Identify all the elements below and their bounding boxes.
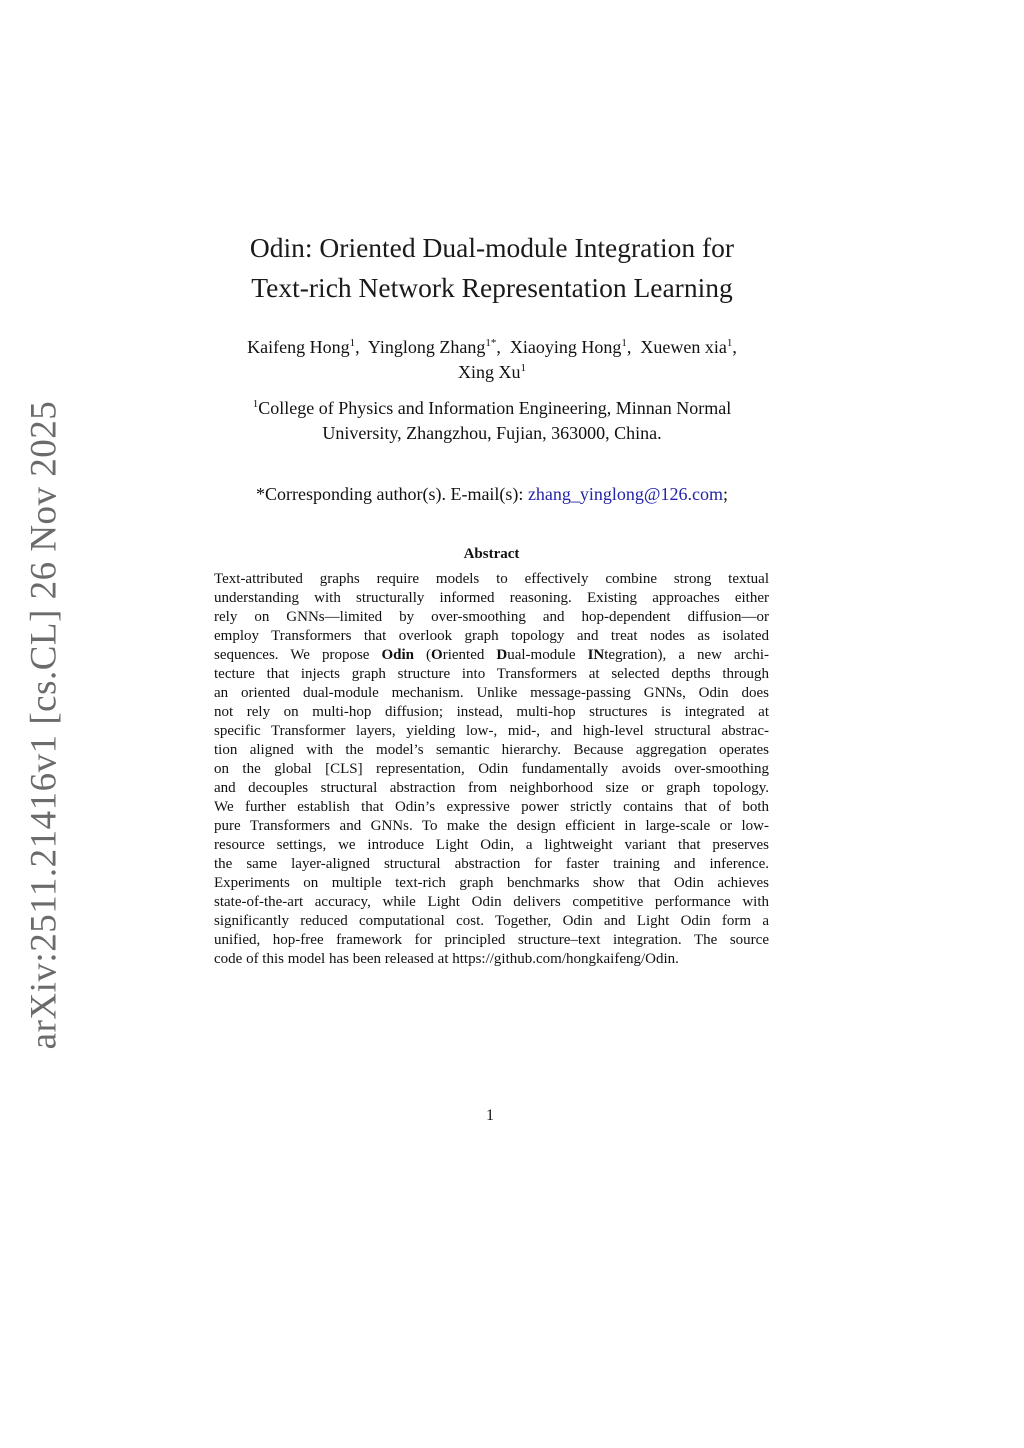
corresponding-suffix: ;: [722, 484, 728, 504]
abstract-body: [214, 570, 769, 969]
author-affiliation-marker: 1: [520, 362, 526, 374]
abstract-line: code of this model has been released at https://github.com/hongkaifeng/Odin.: [214, 951, 679, 967]
abstract-line: on the global [CLS] representation, Odin fundamentally avoids over-smoothing: [214, 761, 769, 777]
abstract-line: state-of-the-art accuracy, while Light Odin delivers competitive performance with: [214, 894, 769, 910]
abstract-line: resource settings, we introduce Light Odin, a lightweight variant that preserves: [214, 837, 769, 853]
author-affiliation-marker: 1: [621, 337, 627, 349]
abstract-line: rely on GNNs—limited by over-smoothing and hop-dependent diffusion—or: [214, 609, 769, 625]
affiliation-marker: 1: [252, 398, 259, 410]
corresponding-author: [150, 482, 834, 507]
abstract-line: We further establish that Odin’s expressive power strictly contains that of both: [214, 799, 769, 815]
abstract-line: the same layer-aligned structural abstraction for faster training and inference.: [214, 856, 769, 872]
affiliation: [150, 396, 834, 446]
page-number: 1: [486, 1107, 494, 1124]
author-line-1: Kaifeng Hong$^1$, Yinglong Zhang$^{1*}$, Xiaoying Hong$^1$, Xuewen xia$^1$,: [247, 337, 737, 357]
abstract-line: an oriented dual-module mechanism. Unlike message-passing GNNs, Odin does: [214, 685, 769, 701]
author-list: [150, 335, 834, 385]
abstract-line: and decouples structural abstraction from neighborhood size or graph topology.: [214, 780, 769, 796]
abstract-line: Text-attributed graphs require models to effectively combine strong textual: [214, 571, 769, 587]
author-affiliation-marker: 1*: [485, 337, 497, 349]
affiliation-line-2: University, Zhangzhou, Fujian, 363000, China.: [322, 423, 662, 443]
arxiv-identifier-stamp: arXiv:2511.21416v1 [cs.CL] 26 Nov 2025: [23, 400, 65, 1050]
title-line-1: Odin: Oriented Dual-module Integration for: [249, 232, 735, 263]
corresponding-label: *Corresponding author(s). E-mail(s):: [255, 484, 528, 504]
abstract-line: tion aligned with the model’s semantic hierarchy. Because aggregation operates: [214, 742, 769, 758]
abstract-line: understanding with structurally informed reasoning. Existing approaches either: [214, 590, 769, 606]
author-name: Yinglong Zhang: [367, 337, 486, 357]
author-line-2: [150, 360, 834, 385]
paper-title: [150, 228, 834, 308]
abstract-heading: Abstract: [463, 546, 520, 562]
author-name: Xiaoying Hong: [509, 337, 622, 357]
abstract-line: Experiments on multiple text-rich graph benchmarks show that Odin achieves: [214, 875, 769, 891]
affiliation-line-1: $^1$College of Physics and Information Engineering, Minnan Normal: [252, 398, 732, 418]
email-link[interactable]: zhang_yinglong@126.com: [527, 484, 723, 504]
abstract-line: unified, hop-free framework for principled structure–text integration. The source: [214, 932, 769, 948]
abstract-line: specific Transformer layers, yielding low-, mid-, and high-level structural abstrac-: [214, 723, 769, 739]
abstract-line: employ Transformers that overlook graph topology and treat nodes as isolated: [214, 628, 769, 644]
author-name: Kaifeng Hong: [247, 337, 350, 357]
author-affiliation-marker: 1: [349, 337, 356, 349]
abstract-line: sequences. We propose Odin (Oriented Dual-module INtegration), a new archi-: [214, 647, 769, 663]
title-line-2: Text-rich Network Representation Learning: [251, 272, 733, 303]
author-name: Xing Xu: [458, 362, 521, 382]
abstract-line: pure Transformers and GNNs. To make the design efficient in large-scale or low-: [214, 818, 769, 834]
abstract-line: not rely on multi-hop diffusion; instead, multi-hop structures is integrated at: [214, 704, 769, 720]
author-name: Xuewen xia: [640, 337, 727, 357]
model-name-bold: Odin: [381, 647, 414, 663]
abstract-line: tecture that injects graph structure into Transformers at selected depths through: [214, 666, 769, 682]
abstract-line: significantly reduced computational cost. Together, Odin and Light Odin form a: [214, 913, 769, 929]
author-affiliation-marker: 1: [726, 337, 733, 349]
